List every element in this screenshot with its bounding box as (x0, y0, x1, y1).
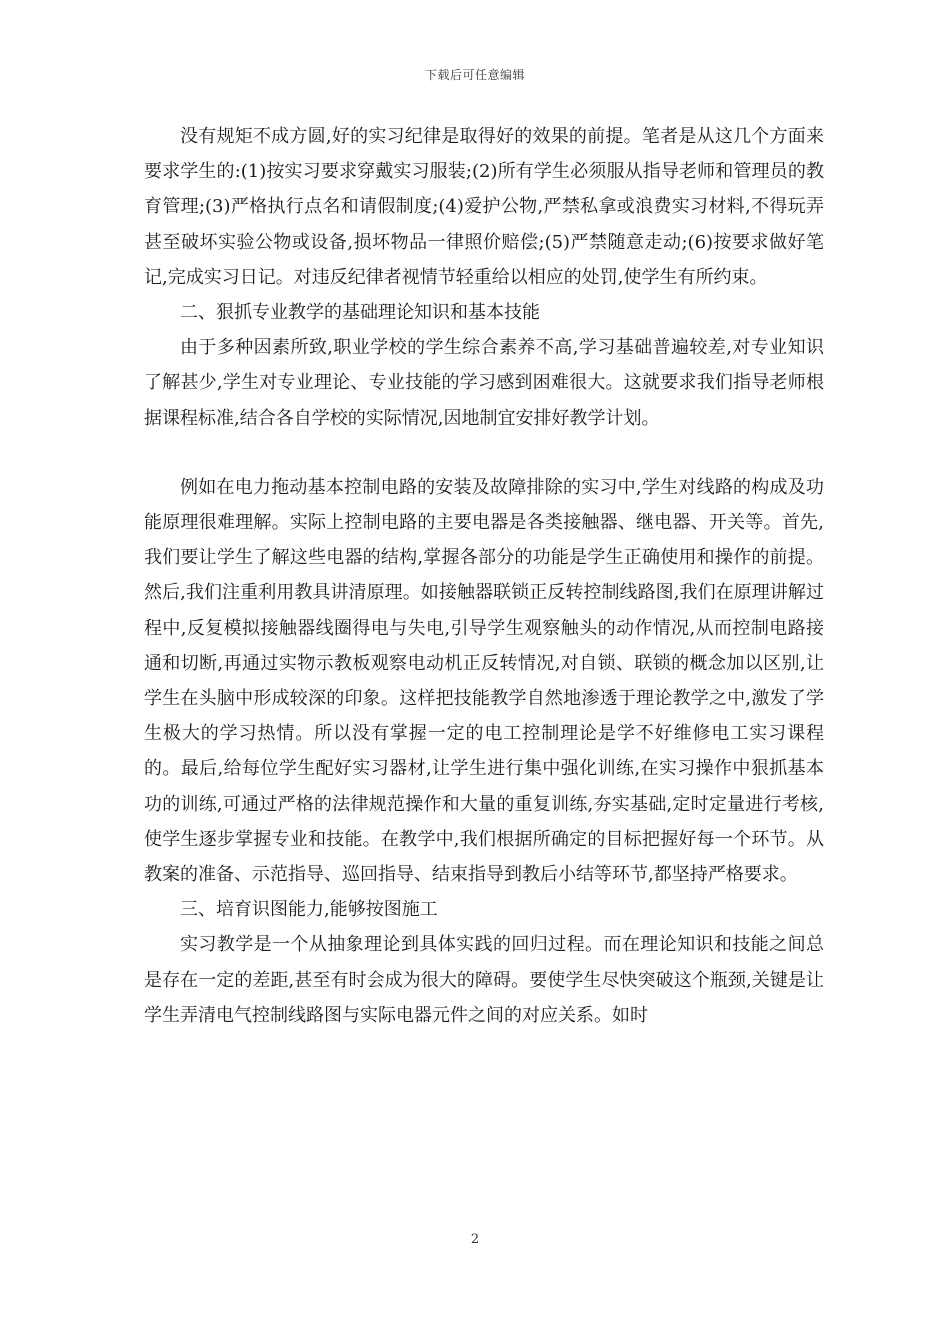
section-heading-2: 二、狠抓专业教学的基础理论知识和基本技能 (180, 302, 540, 324)
paragraph-example: 例如在电力拖动基本控制电路的安装及故障排除的实习中,学生对线路的构成及功能原理很难理解。实际上控制电路的主要电器是各类接触器、继电器、开关等。首先,我们要让学生了解这些电器的结构,掌握各部分的功能是学生正确使用和操作的前提。然后,我们注重利用教具讲清原理。如接触器联锁正反转控制线路图,我们在原理讲解过程中,反复模拟接触器线圈得电与失电,引导学生观察触头的动作情况,从而控制电路接通和切断,再通过实物示教板观察电动机正反转情况,对自锁、联锁的概念加以区别,让学生在头脑中形成较深的印象。这样把技能教学自然地渗透于理论教学之中,激发了学生极大的学习热情。所以没有掌握一定的电工控制理论是学不好维修电工实习课程的。最后,给每位学生配好实习器材,让学生进行集中强化训练,在实习操作中狠抓基本功的训练,可通过严格的法律规范操作和大量的重复训练,夯实基础,定时定量进行考核,使学生逐步掌握专业和技能。在教学中,我们根据所确定的目标把握好每一个环节。从教案的准备、示范指导、巡回指导、结束指导到教后小结等环节,都坚持严格要求。 (144, 476, 824, 886)
page-number: 2 (470, 1232, 480, 1247)
paragraph-practice: 实习教学是一个从抽象理论到具体实践的回归过程。而在理论知识和技能之间总是存在一定的差距,甚至有时会成为很大的障碍。要使学生尽快突破这个瓶颈,关键是让学生弄清电气控制线路图与实际电器元件之间的对应关系。如时 (144, 934, 824, 1026)
section-heading-3: 三、培育识图能力,能够按图施工 (180, 899, 438, 921)
paragraph-teaching-plan: 由于多种因素所致,职业学校的学生综合素养不高,学习基础普遍较差,对专业知识了解甚少,学生对专业理论、专业技能的学习感到困难很大。这就要求我们指导老师根据课程标准,结合各自学校的实际情况,因地制宜安排好教学计划。 (144, 337, 824, 429)
paragraph-discipline: 没有规矩不成方圆,好的实习纪律是取得好的效果的前提。笔者是从这几个方面来要求学生的:(1)按实习要求穿戴实习服装;(2)所有学生必须服从指导老师和管理员的教育管理;(3)严格执行点名和请假制度;(4)爱护公物,严禁私拿或浪费实习材料,不得玩弄甚至破坏实验公物或设备,损坏物品一律照价赔偿;(5)严禁随意走动;(6)按要求做好笔记,完成实习日记。对违反纪律者视情节轻重给以相应的处罚,使学生有所约束。 (144, 126, 824, 288)
page-header: 下载后可任意编辑 (424, 68, 525, 82)
document-body (144, 119, 824, 1033)
